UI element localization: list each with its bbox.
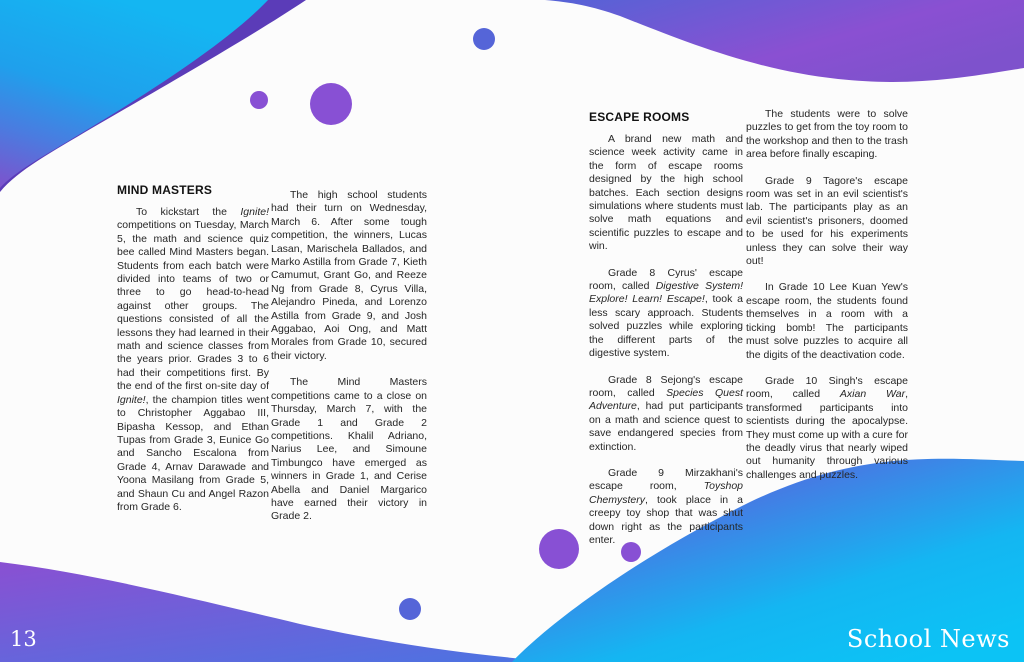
paragraph: Grade 10 Singh's escape room, called Axian War, transformed participants into scientists during the apocalypse. They must come up with a cure for the deadly virus that nearly wiped out humanity through various challenges and puzzles. [746, 374, 908, 481]
top-right-wave [545, 0, 1024, 82]
right-page-column-2 [746, 108, 908, 482]
paragraph: The high school students had their turn on Wednesday, March 6. After some tough competition, the winners, Lucas Lasan, Marischela Ballados, and Marko Astilla from Grade 7, Kieth Camumut, Grant Go, and Reeze Ng from Grade 8, Cyrus Villa, Alejandro Pineda, and Lorenzo Astilla from Grade 9, and Josh Aggabao, Aoi Ong, and Matt Morales from Grade 10, secured their victory. [271, 189, 427, 362]
paragraph: The students were to solve puzzles to get from the toy room to the workshop and then to the trash area before finally escaping. [746, 108, 908, 161]
left-page-column-2 [271, 189, 427, 524]
paragraph: Grade 8 Sejong's escape room, called Species Quest Adventure, had put participants on a math and science quest to save endangered species from extinction. [589, 373, 743, 453]
section-title-escape-rooms: ESCAPE ROOMS [589, 110, 690, 124]
paragraph: To kickstart the Ignite! competitions on Tuesday, March 5, the math and science quiz bee called Mind Masters began. Students from each batch were divided into teams of two or three to go head-to-head against other groups. The questions consisted of all the lessons they had learned in their math and science classes from the years prior. Grades 3 to 6 had their competitions first. By the end of the first on-site day of Ignite!, the champion titles went to Christopher Aggabao III, Bipasha Kessop, and Ethan Tupas from Grade 3, Eunice Go and Sancho Escalona from Grade 4, Arnav Darawade and Yoona Masilang from Grade 5, and Shaun Cu and Angel Razon from Grade 6. [117, 206, 269, 513]
paragraph: Grade 9 Tagore's escape room was set in an evil scientist's lab. The participants play as an evil scientist's prisoners, doomed to be used for his experiments unless they can solve their way out! [746, 174, 908, 268]
footer-publication-name: School News [846, 625, 1010, 653]
decorative-circle [473, 28, 495, 50]
left-page-column-1 [117, 206, 269, 514]
section-title-mind-masters: MIND MASTERS [117, 183, 213, 197]
paragraph: The Mind Masters competitions came to a close on Thursday, March 7, with the Grade 1 and Grade 2 competitions. Khalil Adriano, Narius Lee, and Simoune Timbungco have emerged as winners in Grade 1, and Cerise Abella and Daniel Margarico have earned their victory in Grade 2. [271, 376, 427, 523]
paragraph: A brand new math and science week activity came in the form of escape rooms designed by the high school batches. Each section designs simulations where students must solve math equations and scientific puzzles to escape and win. [589, 133, 743, 253]
right-page-column-1 [589, 133, 743, 547]
paragraph: Grade 9 Mirzakhani's escape room, Toyshop Chemystery, took place in a creepy toy shop that was shut down right as the participants enter. [589, 466, 743, 546]
top-left-wave [0, 0, 268, 188]
bottom-left-wave [0, 562, 610, 662]
decorative-circle [310, 83, 352, 125]
paragraph: In Grade 10 Lee Kuan Yew's escape room, the students found themselves in a room with a ticking bomb! The participants must solve puzzles to acquire all the digits of the deactivation code. [746, 281, 908, 361]
decorative-circle [250, 91, 268, 109]
page-number: 13 [10, 627, 37, 651]
decorative-circle [539, 529, 579, 569]
paragraph: Grade 8 Cyrus' escape room, called Digestive System! Explore! Learn! Escape!, took a less scary approach. Students solved puzzles while exploring the different parts of the digestive system. [589, 266, 743, 360]
decorative-circle [399, 598, 421, 620]
